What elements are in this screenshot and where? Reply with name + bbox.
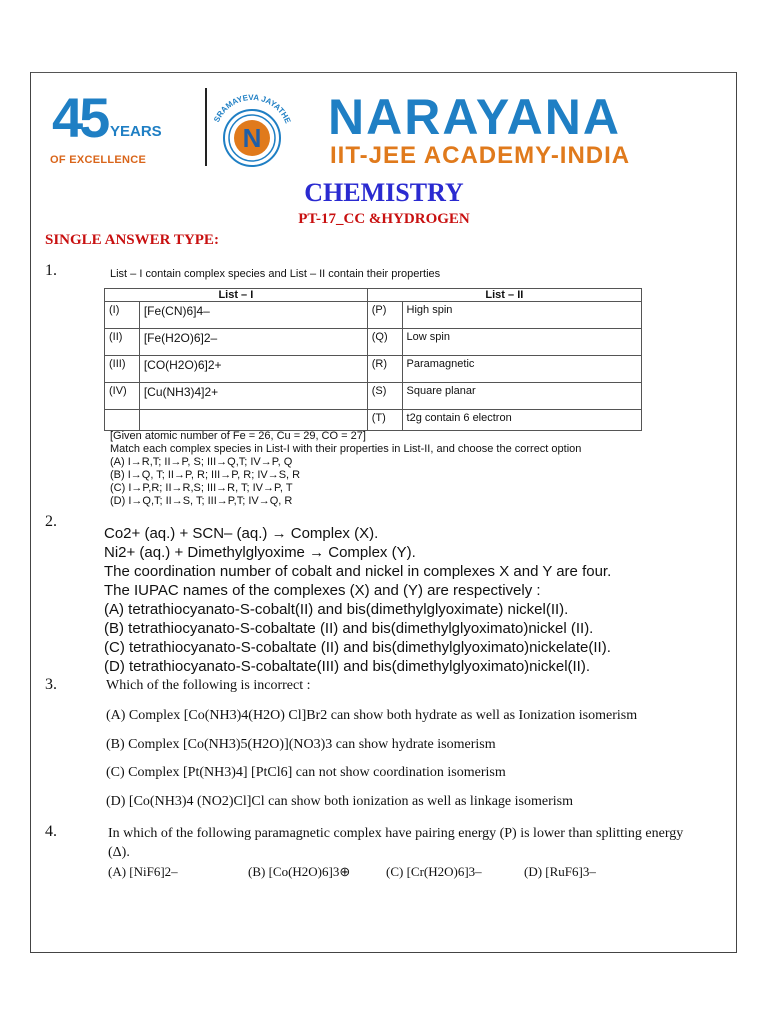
option-a: (A) tetrathiocyanato-S-cobalt(II) and bis(dimethylglyoximate) nickel(II).: [104, 601, 569, 618]
option-c: (C) [Cr(H2O)6]3–: [386, 864, 482, 879]
option-a: (A) [NiF6]2–: [108, 864, 178, 879]
list-1-header: List – I: [105, 289, 368, 302]
list-2-header: List – II: [367, 289, 641, 302]
option-c: (C) Complex [Pt(NH3)4] [PtCl6] can not show coordination isomerism: [106, 765, 506, 780]
brand-subtitle: IIT-JEE ACADEMY-INDIA: [330, 142, 631, 169]
complex-species: [139, 329, 367, 356]
table-row: [105, 410, 642, 431]
match-table: [104, 288, 642, 431]
property: Low spin: [402, 329, 641, 356]
property: High spin: [402, 302, 641, 329]
complex-species: [139, 383, 367, 410]
option-a: (A) Complex [Co(NH3)4(H2O) Cl]Br2 can show both hydrate as well as Ionization isomerism: [106, 708, 638, 723]
list-1-label: (II): [105, 329, 140, 356]
question-2-number: 2.: [45, 513, 57, 530]
question-3-stem: Which of the following is incorrect :: [106, 678, 311, 693]
option-b: (B) Complex [Co(NH3)5(H2O)](NO3)3 can show hydrate isomerism: [106, 737, 496, 752]
section-heading: SINGLE ANSWER TYPE:: [45, 232, 219, 248]
question-1-details: [110, 430, 581, 508]
page-subtitle: PT-17_CC &HYDROGEN: [298, 211, 470, 227]
list-1-label: (I): [105, 302, 140, 329]
list-1-label: (IV): [105, 383, 140, 410]
reaction-2: Ni2+ (aq.) + Dimethylglyoxime → Complex (Y).: [104, 544, 416, 561]
option-c: (C) tetrathiocyanato-S-cobaltate (II) and bis(dimethylglyoximato)nickelate(II).: [104, 639, 611, 656]
list-1-label: [105, 410, 140, 431]
complex-species-text: [Fe(CN)6]4–: [143, 304, 210, 318]
list-2-label: (Q): [367, 329, 402, 356]
complex-species-text: [Cu(NH3)4]2+: [143, 385, 219, 399]
question-1-intro: List – I contain complex species and List – II contain their properties: [110, 268, 441, 280]
list-2-label: (S): [367, 383, 402, 410]
narayana-emblem-icon: [202, 84, 302, 170]
question-2-statement: The coordination number of cobalt and nickel in complexes X and Y are four.: [104, 563, 612, 580]
complex-species-text: [CO(H2O)6]2+: [143, 358, 222, 372]
list-2-label: (T): [367, 410, 402, 431]
badge-number: 45: [52, 86, 107, 149]
complex-species: [139, 410, 367, 431]
option-d: (D) tetrathiocyanato-S-cobaltate(III) and bis(dimethylglyoximato)nickel(II).: [104, 658, 591, 675]
table-row: [105, 383, 642, 410]
page-title: CHEMISTRY: [304, 178, 464, 207]
list-2-label: (R): [367, 356, 402, 383]
option-d: (D) [RuF6]3–: [524, 864, 596, 879]
question-4-stem: In which of the following paramagnetic complex have pairing energy (P) is lower than splitting energy (Δ).: [108, 826, 684, 860]
question-1-number: 1.: [45, 262, 57, 279]
table-row: [105, 302, 642, 329]
option-d: (D) I→Q,T; II→S, T; III→P,T; IV→Q, R: [110, 495, 293, 507]
option-b: (B) [Co(H2O)6]3⊕: [248, 864, 351, 879]
brand-name: NARAYANA: [328, 89, 621, 145]
question-3-number: 3.: [45, 676, 57, 693]
option-b: (B) tetrathiocyanato-S-cobaltate (II) and bis(dimethylglyoximato)nickel (II).: [104, 620, 594, 637]
emblem-motto: SRAMAYEVA JAYATHE: [212, 92, 293, 125]
complex-species-text: [Fe(H2O)6]2–: [143, 331, 218, 345]
complex-species: [139, 302, 367, 329]
badge-years: YEARS: [110, 123, 162, 140]
emblem-letter: N: [242, 123, 262, 153]
list-1-label: (III): [105, 356, 140, 383]
reaction-1: Co2+ (aq.) + SCN– (aq.) → Complex (X).: [104, 525, 379, 542]
anniversary-badge: [46, 88, 166, 168]
option-b: (B) I→Q, T; II→P, R; III→P, R; IV→S, R: [110, 469, 301, 481]
question-2-body: [104, 524, 611, 676]
property: Paramagnetic: [402, 356, 641, 383]
question-4-number: 4.: [45, 823, 57, 840]
table-row: [105, 356, 642, 383]
property: Square planar: [402, 383, 641, 410]
list-2-label: (P): [367, 302, 402, 329]
given-note: [Given atomic number of Fe = 26, Cu = 29, CO = 27]: [110, 430, 366, 442]
option-a: (A) I→R,T; II→P, S; III→Q,T; IV→P, Q: [110, 456, 293, 468]
complex-species: [139, 356, 367, 383]
table-row: [105, 329, 642, 356]
badge-excellence: OF EXCELLENCE: [50, 154, 147, 166]
option-c: (C) I→P,R; II→R,S; III→R, T; IV→P, T: [110, 482, 293, 494]
option-d: (D) [Co(NH3)4 (NO2)Cl]Cl can show both ionization as well as linkage isomerism: [106, 794, 573, 809]
question-1-instruction: Match each complex species in List-I with their properties in List-II, and choose the correct option: [110, 443, 582, 455]
question-2-prompt: The IUPAC names of the complexes (X) and (Y) are respectively :: [104, 582, 541, 599]
property: t2g contain 6 electron: [402, 410, 641, 431]
header-banner: [42, 84, 714, 176]
